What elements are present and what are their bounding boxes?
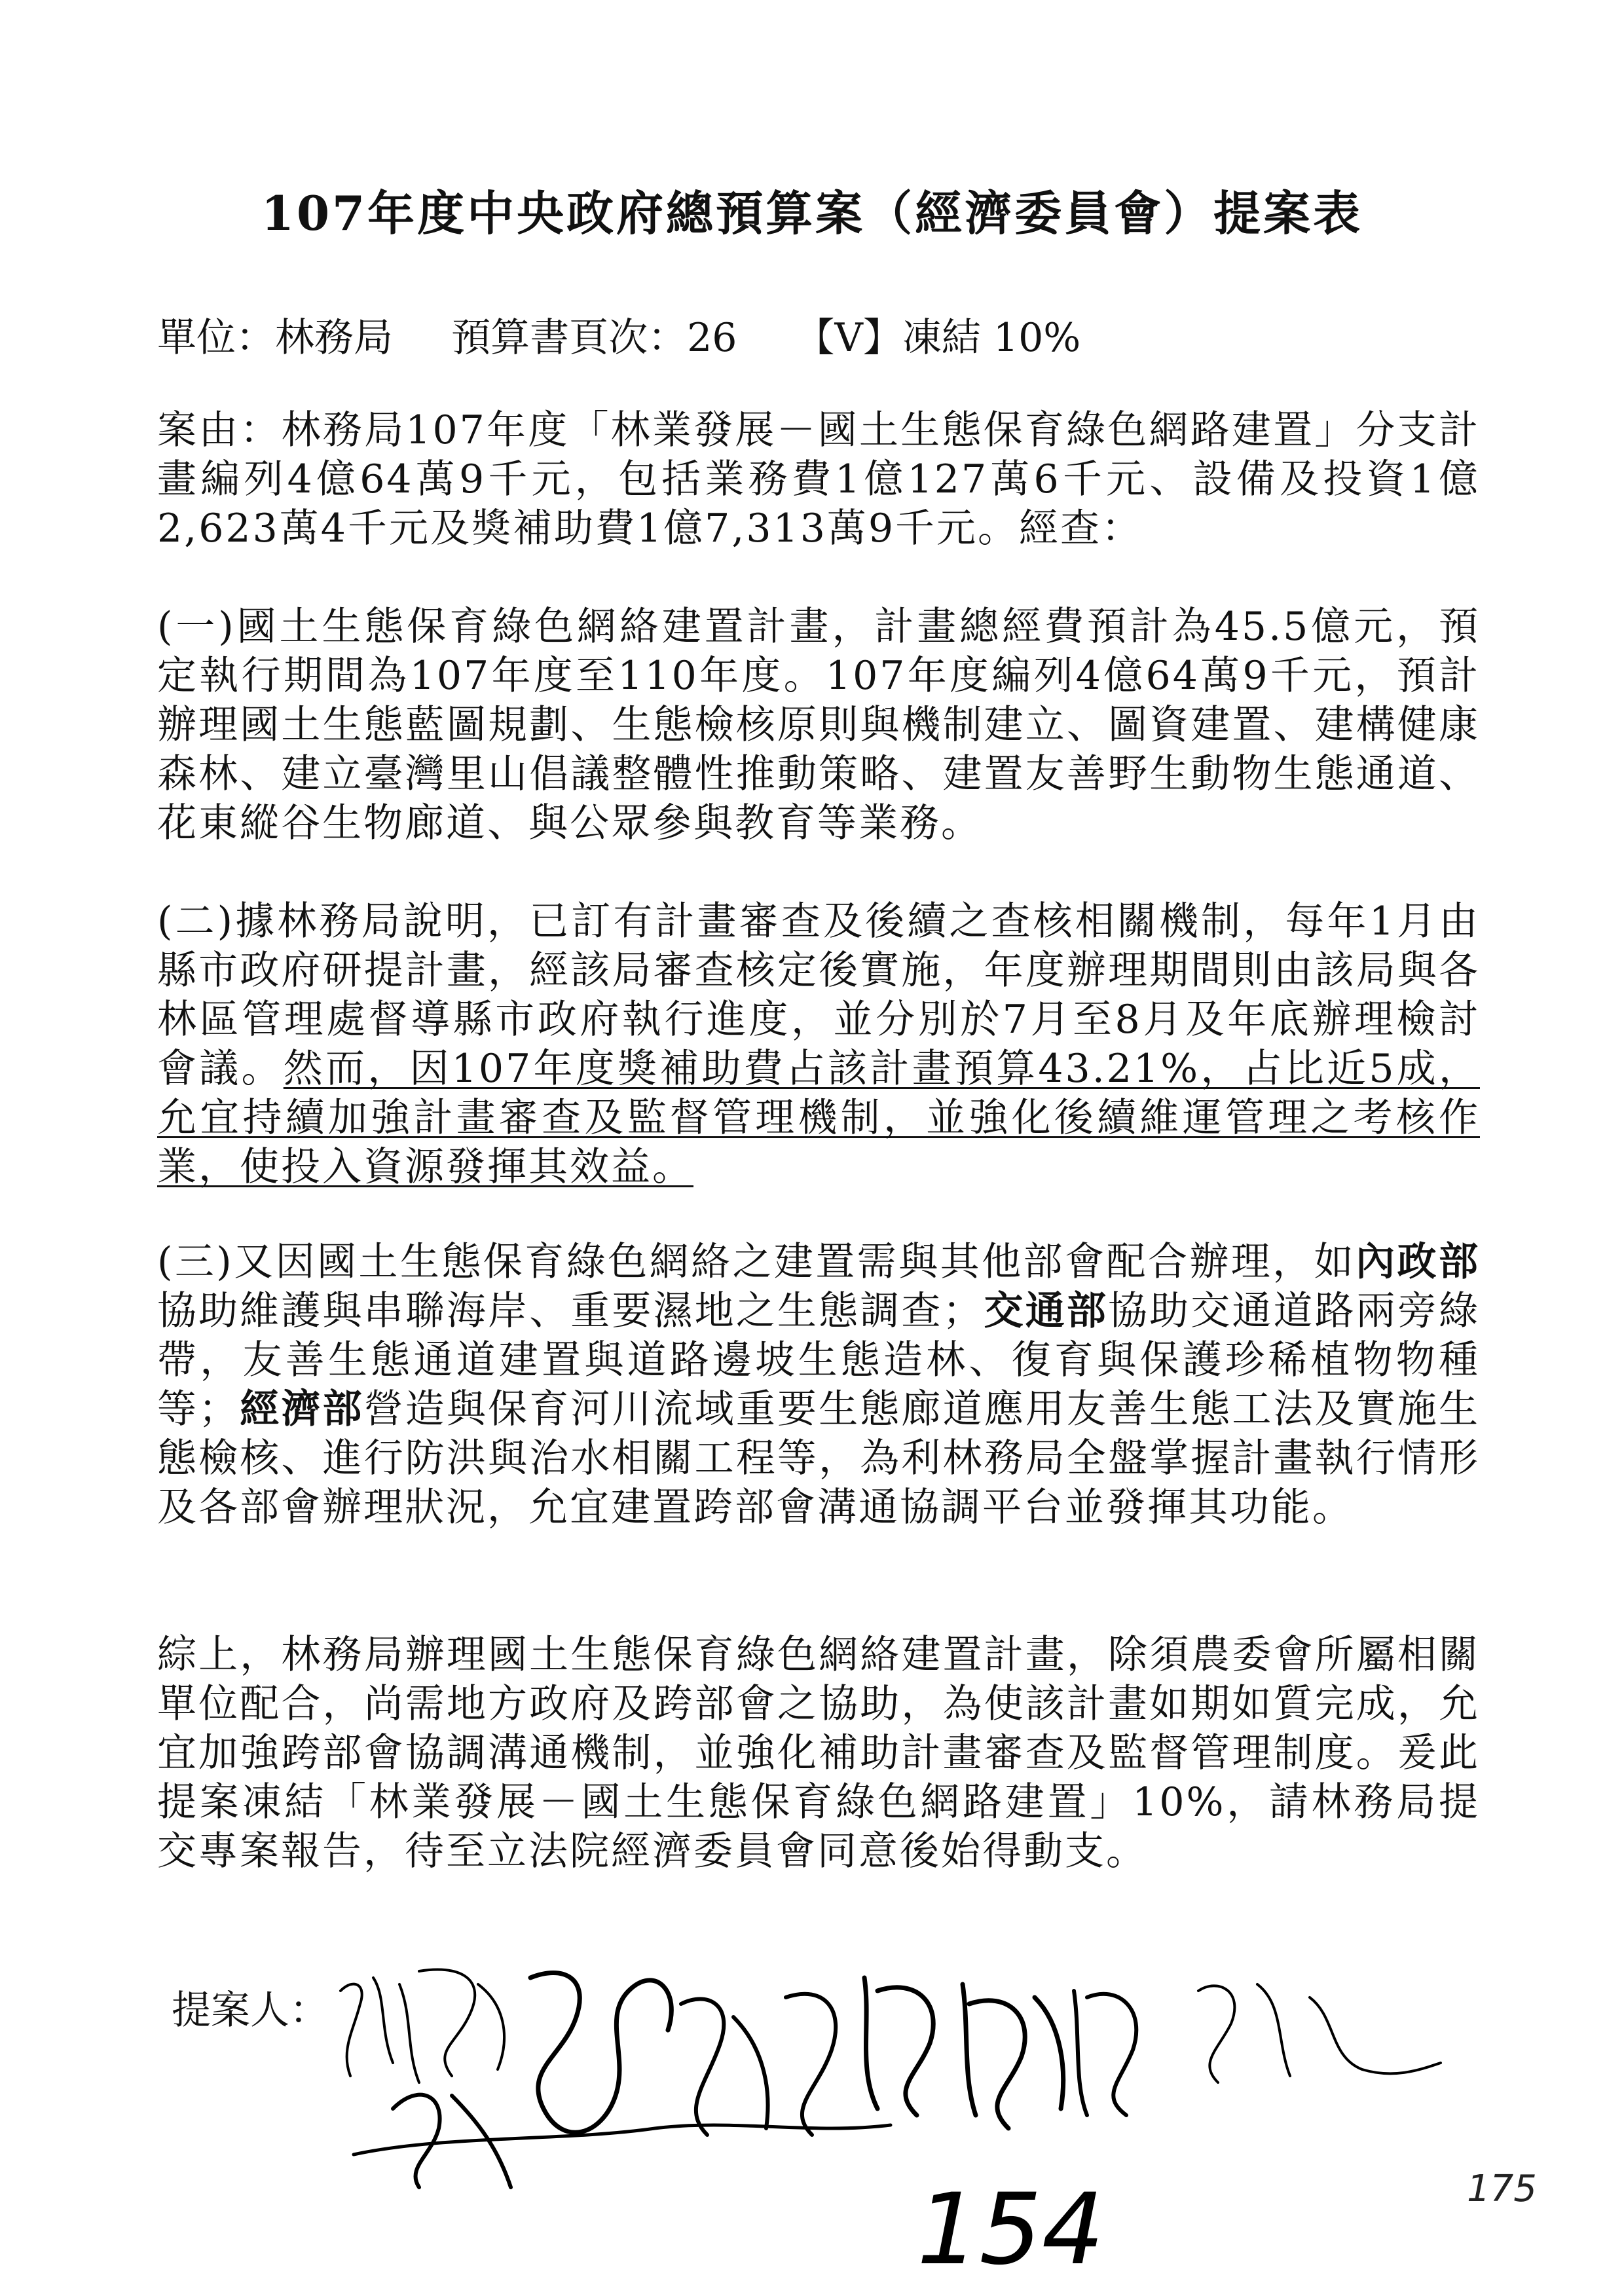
unit-field: 單位：林務局 [157, 315, 393, 361]
handwritten-signatures [314, 1938, 1460, 2200]
proposer-label: 提案人： [172, 1988, 329, 2033]
item-2 [157, 897, 1480, 1192]
ministry-economic: 經濟部 [240, 1386, 364, 1432]
item-2-underlined: 然而，因107年度獎補助費占該計畫預算43.21%，占比近5成，允宜持續加強計畫審查及監督管理機制，並強化後續維運管理之考核作業，使投入資源發揮其效益。 [157, 1046, 1480, 1190]
document-title: 107年度中央政府總預算案（經濟委員會）提案表 [261, 185, 1363, 241]
freeze-field: 【V】凍結 10% [795, 315, 1081, 361]
item-1: (一)國土生態保育綠色網絡建置計畫，計畫總經費預計為45.5億元，預定執行期間為107年度至110年度。107年度編列4億64萬9千元，預計辦理國土生態藍圖規劃、生態檢核原則與機制建立、圖資建置、建構健康森林、建立臺灣里山倡議整體性推動策略、建置友善野生動物生態通道、花東縱谷生物廊道、與公眾參與教育等業務。 [157, 604, 1480, 846]
meta-row [157, 306, 1126, 363]
item-3-part-3: 協助交通道路兩旁綠帶，友善生態通道建置與道路邊坡生態造林、復育與保護珍稀植物物種等； [157, 1288, 1481, 1432]
ministry-transport: 交通部 [984, 1288, 1108, 1334]
item-3 [157, 1238, 1480, 1532]
ministry-interior: 內政部 [1356, 1239, 1480, 1285]
budget-page-field: 預算書頁次：26 [451, 315, 737, 361]
item-3-part-4: 營造與保育河川流域重要生態廊道應用友善生態工法及實施生態檢核、進行防洪與治水相關工程等，為利林務局全盤掌握計畫執行情形及各部會辦理狀況，允宜建置跨部會溝通協調平台並發揮其功能。 [157, 1386, 1481, 1530]
conclusion: 綜上，林務局辦理國土生態保育綠色網絡建置計畫，除須農委會所屬相關單位配合，尚需地方政府及跨部會之協助，為使該計畫如期如質完成，允宜加強跨部會協調溝通機制，並強化補助計畫審查及監督管理制度。爰此提案凍結「林業發展－國土生態保育綠色網路建置」10%，請林務局提交專案報告，待至立法院經濟委員會同意後始得動支。 [157, 1632, 1480, 1874]
item-2-text: (二)據林務局說明，已訂有計畫審查及後續之查核相關機制，每年1月由縣市政府研提計畫，經該局審查核定後實施，年度辦理期間則由該局與各林區管理處督導縣市政府執行進度，並分別於7月至8月及年底辦理檢討會議。 [157, 898, 1480, 1092]
page-number-small: 175 [1467, 2168, 1537, 2210]
item-3-part-1: (三)又因國土生態保育綠色網絡之建置需與其他部會配合辦理，如 [157, 1239, 1356, 1285]
page-number: 154 [917, 2173, 1105, 2287]
case-intro: 案由：林務局107年度「林業發展－國土生態保育綠色網路建置」分支計畫編列4億64萬9千元，包括業務費1億127萬6千元、設備及投資1億2,623萬4千元及獎補助費1億7,313萬9千元。經查： [157, 407, 1480, 551]
item-3-part-2: 協助維護與串聯海岸、重要濕地之生態調查； [157, 1288, 984, 1334]
